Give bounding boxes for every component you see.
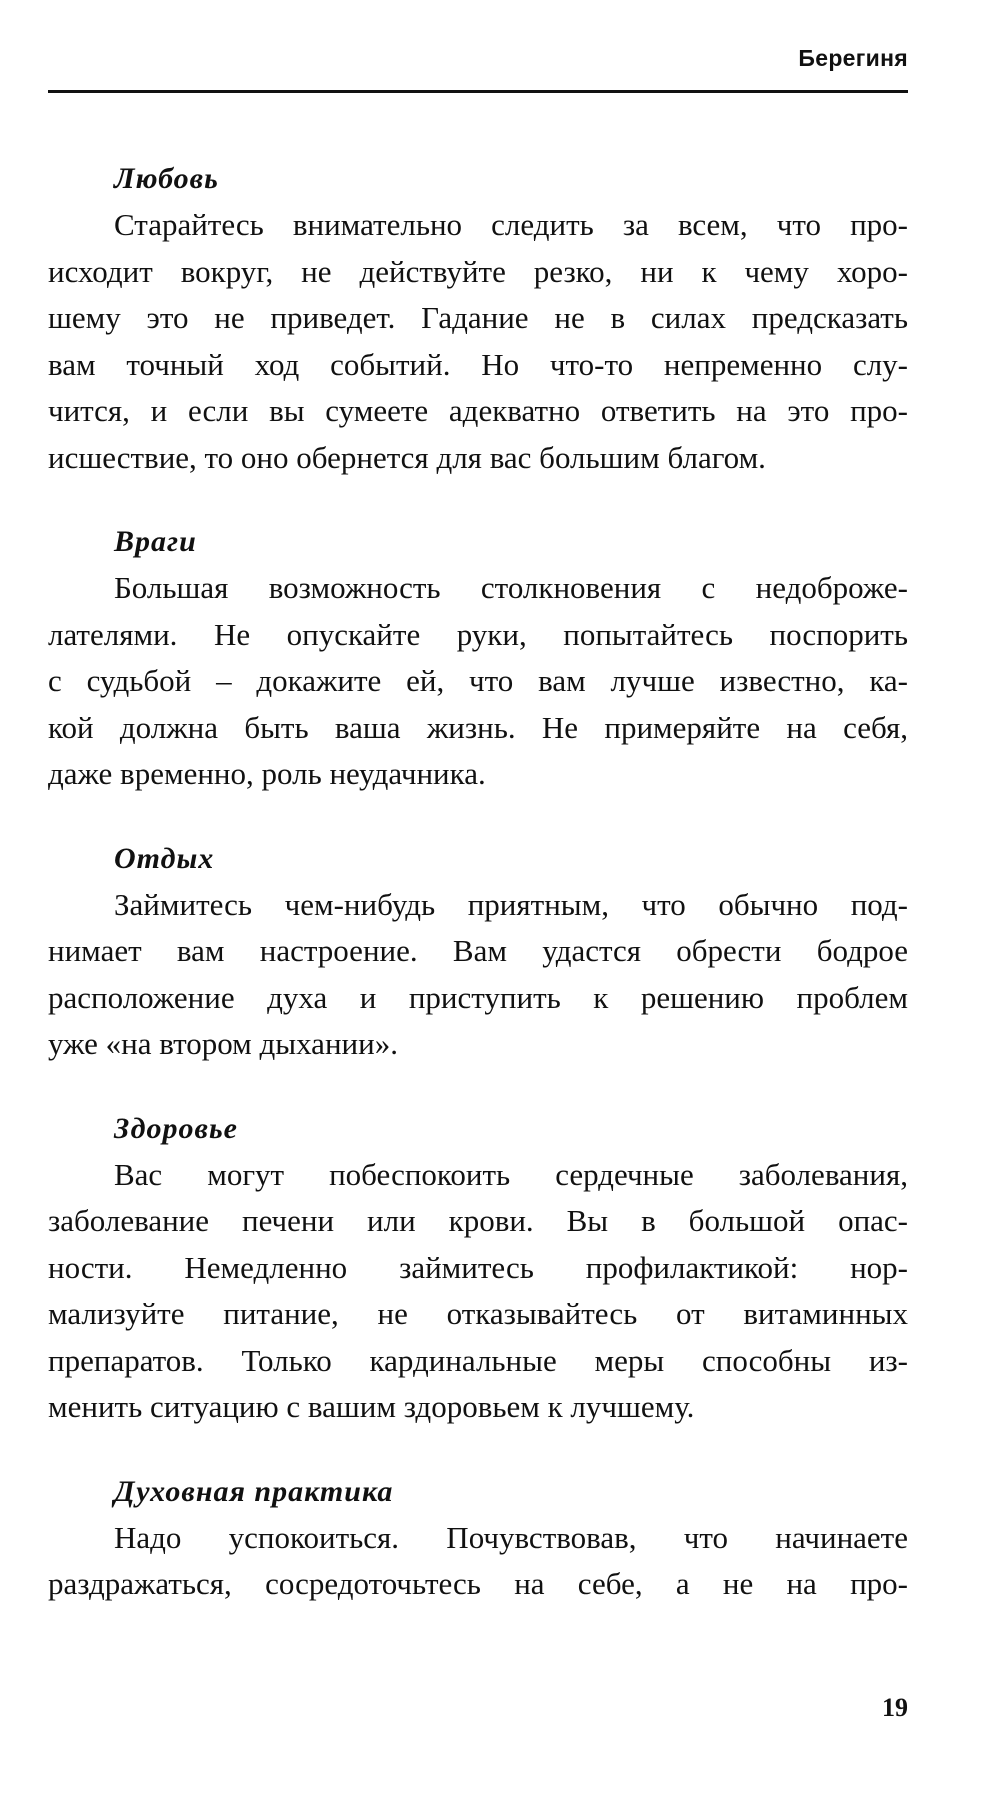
text-line: менить ситуацию с вашим здоровьем к лучшему.	[48, 1389, 695, 1424]
text-line: ности. Немедленно займитесь профилактикой: нор-	[48, 1249, 908, 1285]
section-body	[48, 882, 908, 1068]
text-line: мализуйте питание, не отказывайтесь от витаминных	[48, 1296, 908, 1331]
text-line: вам точный ход событий. Но что-то непременно слу-	[48, 346, 908, 382]
section-heading: Духовная практика	[114, 1474, 394, 1508]
page-number: 19	[882, 1693, 908, 1722]
section-heading: Отдых	[114, 841, 215, 875]
section-heading: Враги	[114, 525, 197, 558]
text-line: препаратов. Только кардинальные меры способны из-	[48, 1342, 908, 1378]
text-line: Займитесь чем-нибудь приятным, что обычно под-	[114, 886, 908, 922]
text-line: шему это не приведет. Гадание не в силах предсказать	[48, 300, 908, 335]
section-heading: Любовь	[114, 162, 219, 195]
header-rule	[48, 90, 908, 93]
text-line: уже «на втором дыхании».	[48, 1026, 398, 1061]
page-content	[48, 156, 908, 1646]
section-body	[48, 202, 908, 481]
text-line: чится, и если вы сумеете адекватно ответить на это про-	[48, 393, 908, 428]
text-line: исшествие, то оно обернется для вас большим благом.	[48, 439, 766, 475]
section-body	[48, 1152, 908, 1431]
section-body	[48, 1515, 908, 1608]
section-body	[48, 565, 908, 798]
section-rest	[48, 836, 908, 1068]
text-line: заболевание печени или крови. Вы в большой опас-	[48, 1203, 908, 1238]
text-line: исходит вокруг, не действуйте резко, ни к чему хоро-	[48, 253, 908, 289]
text-line: Надо успокоиться. Почувствовав, что начинаете	[114, 1519, 908, 1555]
text-line: Старайтесь внимательно следить за всем, что про-	[114, 207, 908, 242]
text-line: кой должна быть ваша жизнь. Не примеряйте на себя,	[48, 709, 908, 745]
text-line: нимает вам настроение. Вам удастся обрести бодрое	[48, 933, 908, 968]
text-line: Большая возможность столкновения с недоброже-	[114, 570, 908, 605]
text-line: с судьбой – докажите ей, что вам лучше известно, ка-	[48, 663, 908, 698]
section-health	[48, 1106, 908, 1431]
text-line: Вас могут побеспокоить сердечные заболевания,	[114, 1156, 908, 1192]
section-heading: Здоровье	[114, 1111, 238, 1145]
text-line: лателями. Не опускайте руки, попытайтесь поспорить	[48, 616, 908, 652]
running-header: Берегиня	[798, 45, 908, 71]
text-line: даже временно, роль неудачника.	[48, 756, 486, 791]
text-line: расположение духа и приступить к решению проблем	[48, 979, 908, 1015]
section-spiritual-practice	[48, 1469, 908, 1608]
text-line: раздражаться, сосредоточьтесь на себе, а не на про-	[48, 1566, 908, 1601]
section-enemies	[48, 519, 908, 798]
section-love	[48, 156, 908, 481]
